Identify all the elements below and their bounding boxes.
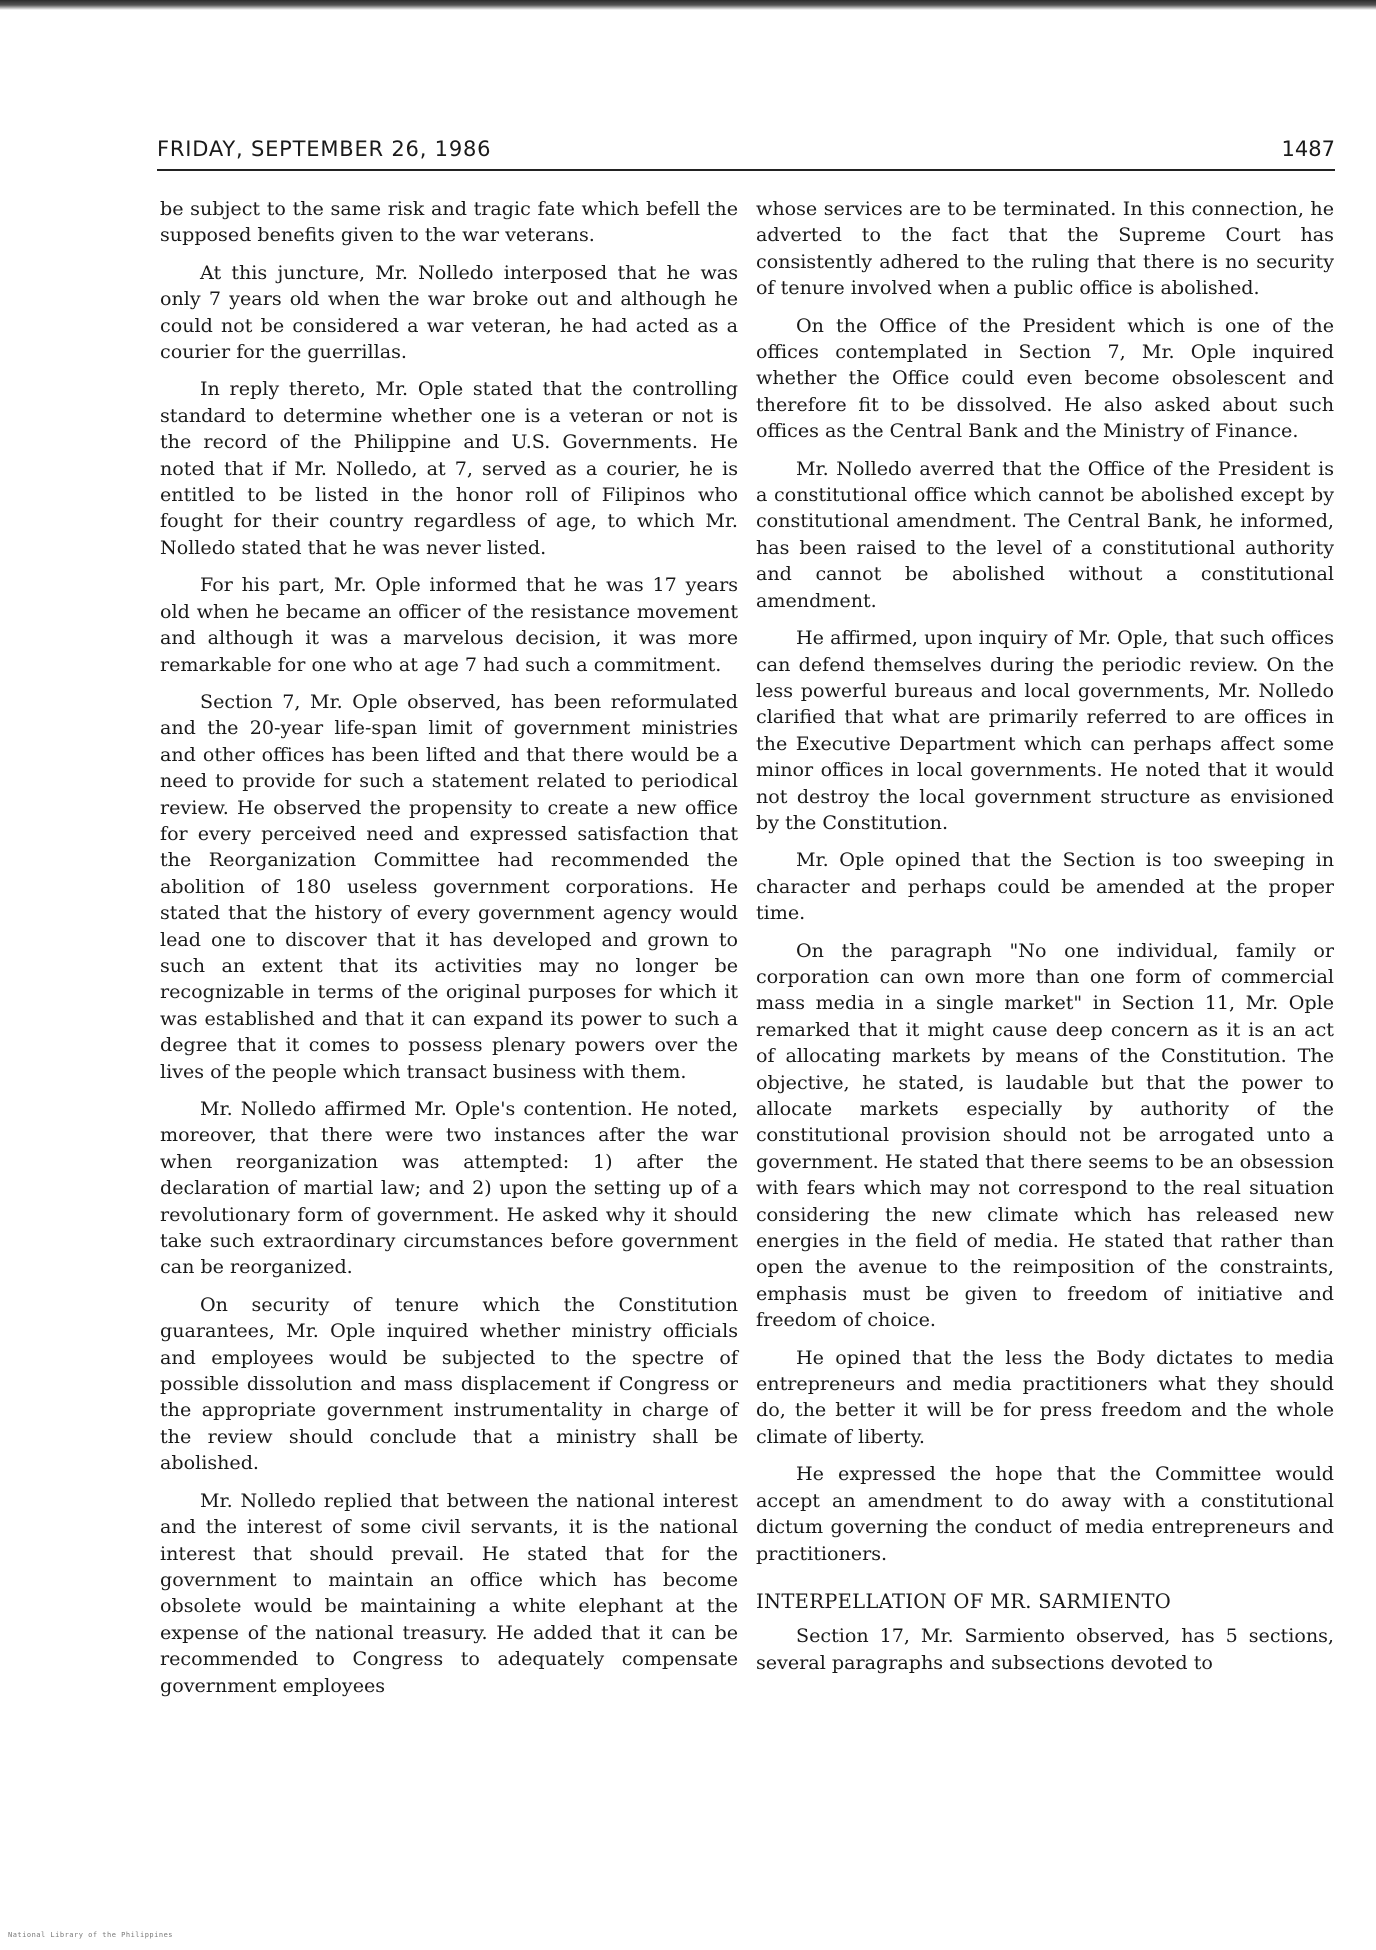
section-heading: INTERPELLATION OF MR. SARMIENTO [756, 1589, 1172, 1613]
paragraph: Mr. Nolledo affirmed Mr. Ople's contention. He noted, moreover, that there were two instances after the war when reorganization was attempted: 1) after the declaration of martial law; and 2) upon the setting up of a revolutionary form of government. He asked why it should take such extraordinary circumstances before government can be reorganized. [160, 1097, 738, 1279]
paragraph: He opined that the less the Body dictates to media entrepreneurs and media practitioners what they should do, the better it will be for press freedom and the whole climate of liberty. [756, 1345, 1334, 1448]
paragraph: For his part, Mr. Ople informed that he was 17 years old when he became an officer of the resistance movement and although it was a marvelous decision, it was more remarkable for one who at age 7 had such a commitment. [160, 573, 738, 676]
paragraph: Section 17, Mr. Sarmiento observed, has 5 sections, several paragraphs and subsections devoted to [756, 1624, 1334, 1674]
paragraph: Mr. Nolledo averred that the Office of the President is a constitutional office which cannot be abolished except by constitutional amendment. The Central Bank, he informed, has been raised to the level of a constitutional authority and cannot be abolished without a constitutional amendment. [756, 456, 1334, 612]
paragraph: whose services are to be terminated. In this connection, he adverted to the fact that the Supreme Court has consistently adhered to the ruling that there is no security of tenure involved when a public office is abolished. [756, 197, 1334, 300]
paragraph: Mr. Ople opined that the Section is too sweeping in character and perhaps could be amended at the proper time. [756, 848, 1334, 925]
paragraph: Section 7, Mr. Ople observed, has been reformulated and the 20-year life-span limit of government ministries and other offices has been lifted and that there would be a need to provide for such a statement related to periodical review. He observed the propensity to create a new office for every perceived need and expressed satisfaction that the Reorganization Committee had recommended the abolition of 180 useless government corporations. He stated that the history of every government agency would lead one to discover that it has developed and grown to such an extent that its activities may no longer be recognizable in terms of the original purposes for which it was established and that it can expand its power to such a degree that it comes to possess plenary powers over the lives of the people which transact business with them. [160, 689, 738, 1083]
paragraph: He affirmed, upon inquiry of Mr. Ople, that such offices can defend themselves during the periodic review. On the less powerful bureaus and local governments, Mr. Nolledo clarified that what are primarily referred to are offices in the Executive Department which can perhaps affect some minor offices in local governments. He noted that it would not destroy the local government structure as envisioned by the Constitution. [756, 626, 1334, 834]
right-column [756, 196, 1334, 1687]
paragraph: In reply thereto, Mr. Ople stated that the controlling standard to determine whether one is a veteran or not is the record of the Philippine and U.S. Governments. He noted that if Mr. Nolledo, at 7, served as a courier, he is entitled to be listed in the honor roll of Filipinos who fought for their country regardless of age, to which Mr. Nolledo stated that he was never listed. [160, 377, 738, 559]
paragraph: He expressed the hope that the Committee would accept an amendment to do away with a constitutional dictum governing the conduct of media entrepreneurs and practitioners. [756, 1462, 1334, 1565]
paragraph: On the Office of the President which is one of the offices contemplated in Section 7, Mr. Ople inquired whether the Office could even become obsolescent and therefore fit to be dissolved. He also asked about such offices as the Central Bank and the Ministry of Finance. [756, 313, 1334, 443]
paragraph: be subject to the same risk and tragic fate which befell the supposed benefits given to the war veterans. [160, 197, 738, 247]
paragraph: On security of tenure which the Constitution guarantees, Mr. Ople inquired whether ministry officials and employees would be subjected to the spectre of possible dissolution and mass displacement if Congress or the appropriate government instrumentality in charge of the review should conclude that a ministry shall be abolished. [160, 1292, 738, 1475]
page-header [157, 133, 1335, 171]
library-stamp: National Library of the Philippines [8, 1931, 174, 1939]
paragraph: Mr. Nolledo replied that between the national interest and the interest of some civil servants, it is the national interest that should prevail. He stated that for the government to maintain an office which has become obsolete would be maintaining a white elephant at the expense of the national treasury. He added that it can be recommended to Congress to adequately compensate government employees [160, 1488, 738, 1697]
paragraph: At this juncture, Mr. Nolledo interposed that he was only 7 years old when the war broke out and although he could not be considered a war veteran, he had acted as a courier for the guerrillas. [160, 260, 738, 364]
left-column [160, 196, 738, 1710]
page-number: 1487 [1281, 137, 1335, 161]
header-date: FRIDAY, SEPTEMBER 26, 1986 [157, 137, 492, 161]
scan-edge [0, 0, 1376, 10]
paragraph: On the paragraph "No one individual, family or corporation can own more than one form of commercial mass media in a single market" in Section 11, Mr. Ople remarked that it might cause deep concern as it is an act of allocating markets by means of the Constitution. The objective, he stated, is laudable but that the power to allocate markets especially by authority of the constitutional provision should not be arrogated unto a government. He stated that there seems to be an obsession with fears which may not correspond to the real situation considering the new climate which has released new energies in the field of media. He stated that rather than open the avenue to the reimposition of the constraints, emphasis must be given to freedom of initiative and freedom of choice. [756, 938, 1334, 1332]
